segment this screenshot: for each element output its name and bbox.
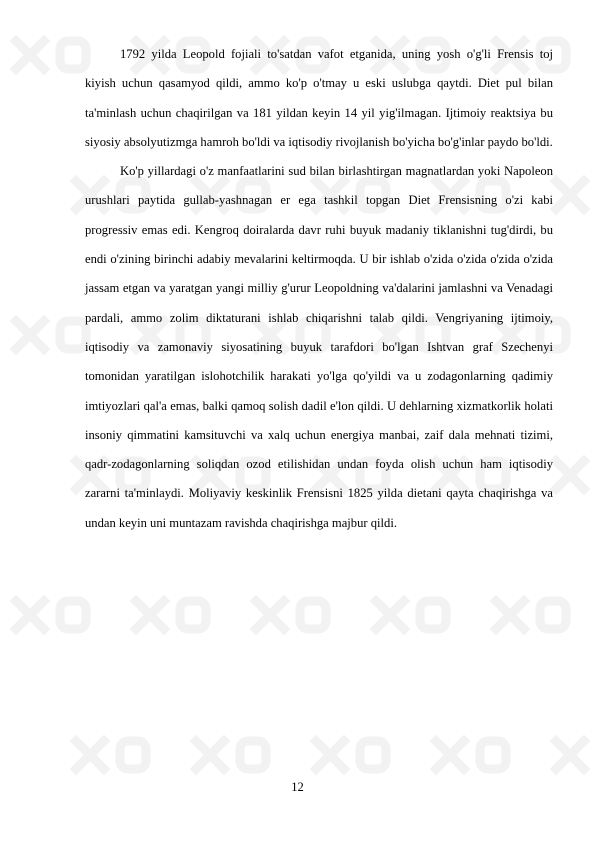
paragraph-1: 1792 yilda Leopold fojiali to'satdan vafot etganida, uning yosh o'g'li Frensis toj kiyish uchun qasamyod qildi, ammo ko'p o'tmay u eski uslubga qaytdi. Diet pul bilan ta'minlash uchun chaqirilgan va 181 yildan keyin 14 yil yig'ilmagan. Ijtimoiy reaktsiya bu siyosiy absolyutizmga hamroh bo'ldi va iqtisodiy rivojlanish bo'yicha bo'g'inlar paydo bo'ldi. <box>85 47 553 149</box>
paragraph-2: Ko'p yillardagi o'z manfaatlarini sud bilan birlashtirgan magnatlardan yoki Napoleon urushlari paytida gullab-yashnagan er ega tashkil topgan Diet Frensisning o'zi kabi progressiv emas edi. Kengroq doiralarda davr ruhi buyuk madaniy tiklanishni tug'dirdi, bu endi o'zining birinchi adabiy mevalarini keltirmoqda. U bir ishlab o'zida o'zida o'zida o'zida jassam etgan va yaratgan yangi milliy g'urur Leopoldning va'dalarini jamlashni va Venadagi pardali, ammo zolim diktaturani ishlab chiqarishni talab qildi. Vengriyaning ijtimoiy, iqtisodiy va zamonaviy siyosatining buyuk tarafdori bo'lgan Ishtvan graf Szechenyi tomonidan yaratilgan islohotchilik harakati yo'lga qo'yildi va u zodagonlarning qadimiy imtiyozlari qal'a emas, balki qamoq solish dadil e'lon qildi. U dehlarning xizmatkorlik holati insoniy qimmatini kamsituvchi va xalq uchun energiya manbai, zaif dala mehnati tizimi, qadr-zodagonlarning soliqdan ozod etilishidan undan foyda olish uchun ham iqtisodiy zararni ta'minlaydi. Moliyaviy keskinlik Frensisni 1825 yilda dietani qayta chaqirishga va undan keyin uni muntazam ravishda chaqirishga majbur qildi. <box>85 164 553 530</box>
page-number: 12 <box>291 780 304 794</box>
document-page <box>85 40 553 538</box>
